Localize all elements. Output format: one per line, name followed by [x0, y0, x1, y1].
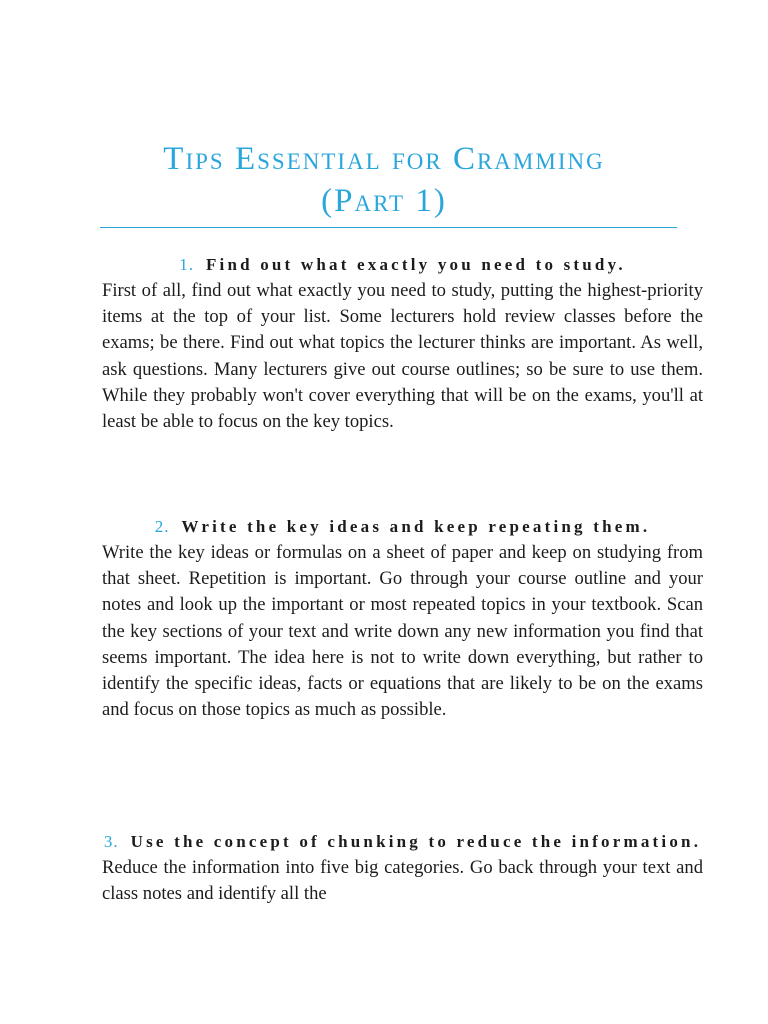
section-heading [102, 252, 703, 278]
section-heading-text: Write the key ideas and keep repeating them. [181, 517, 651, 536]
section-number: 2. [154, 517, 170, 536]
section-body: Write the key ideas or formulas on a sheet of paper and keep on studying from that sheet. Repetition is important. Go through your course outline and your notes and look up the important or most repeated topics in your textbook. Scan the key sections of your text and write down any new information you find that seems important. The idea here is not to write down everything, but rather to identify the specific ideas, facts or equations that are likely to be on the exams and focus on those topics as much as possible. [102, 542, 703, 721]
title-line-2: (Part 1) [321, 183, 447, 219]
section-body: First of all, find out what exactly you need to study, putting the highest-priority items at the top of your list. Some lecturers hold review classes before the exams; be there. Find out what topics the lecturer thinks are important. As well, ask questions. Many lecturers give out course outlines; so be sure to use them. While they probably won't cover everything that will be on the exams, you'll at least be able to focus on the key topics. [102, 280, 703, 433]
section-heading [102, 829, 703, 855]
section-heading [102, 514, 703, 540]
section-number: 3. [103, 832, 119, 851]
title-divider [100, 227, 677, 228]
section-number: 1. [179, 255, 194, 274]
page-title [80, 138, 688, 222]
title-line-1: Tips Essential for Cramming [163, 141, 605, 177]
section-1 [102, 252, 703, 435]
section-body: Reduce the information into five big categories. Go back through your text and class notes and identify all the [102, 857, 703, 905]
section-heading-text: Find out what exactly you need to study. [205, 255, 626, 274]
section-heading-text: Use the concept of chunking to reduce the information. [130, 832, 702, 851]
section-2 [102, 514, 703, 723]
section-3 [102, 829, 703, 907]
